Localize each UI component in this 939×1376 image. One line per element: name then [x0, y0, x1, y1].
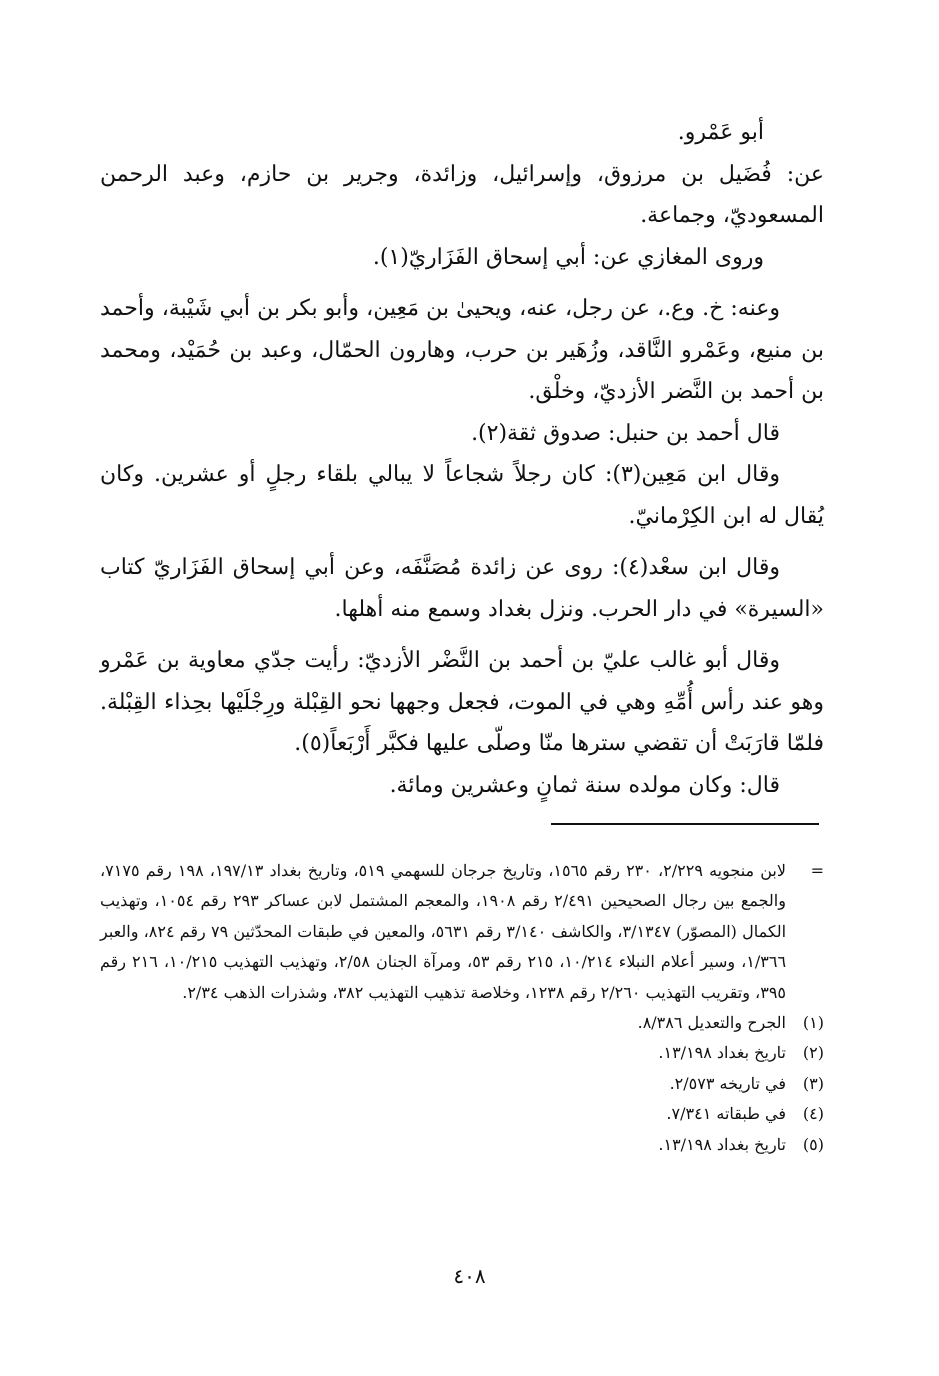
birth-year-paragraph: قال: وكان مولده سنة ثمانٍ وعشرين ومائة. — [389, 772, 780, 798]
footnote-text: تاريخ بغداد ١٣/١٩٨. — [658, 1043, 786, 1063]
footnotes — [100, 856, 824, 1160]
footnote-text: في طبقاته ٧/٣٤١. — [666, 1104, 786, 1124]
footnote-3 — [100, 1069, 824, 1099]
footnote-number: (٥) — [802, 1134, 824, 1154]
footnote-number: (٢) — [802, 1043, 824, 1063]
footnote-number: (٤) — [802, 1104, 824, 1124]
students-paragraph: وعنه: خ. وع.، عن رجل، عنه، ويحيىٰ بن مَعِين، وأبو بكر بن أبي شَيْبة، وأحمد بن منيع، وعَمْرو النَّاقد، وزُهَير بن حرب، وهارون الحمّال، وعبد بن حُمَيْد، ومحمد بن أحمد بن النَّضر الأزديّ، وخلْق. — [100, 296, 824, 404]
footnote-continuation — [100, 856, 824, 1008]
footnote-text: في تاريخه ٢/٥٧٣. — [669, 1073, 786, 1093]
continuation-text: لابن منجويه ٢/٢٢٩، ٢٣٠ رقم ١٥٦٥، وتاريخ جرجان للسهمي ٥١٩، وتاريخ بغداد ١٩٧/١٣، ١٩٨ رقم ٧١٧٥، والجمع بين رجال الصحيحين ٢/٤٩١ رقم ١٩٠٨، والمعجم المشتمل لابن عساكر ٢٩٣ رقم ١٠٥٤، وتهذيب الكمال (المصوّر) ٣/١٣٤٧، والكاشف ٣/١٤٠ رقم ٥٦٣١، والمعين في طبقات المحدّثين ٧٩ رقم ٨٢٤، والعبر ١/٣٦٦، وسير أعلام النبلاء ١٠/٢١٤، ٢١٥ رقم ٥٣، ومرآة الجنان ٢/٥٨، وتهذيب التهذيب ١٠/٢١٥، ٢١٦ رقم ٣٩٥، وتقريب التهذيب ٢/٢٦٠ رقم ١٢٣٨، وخلاصة تذهيب التهذيب ٣٨٢، وشذرات الذهب ٢/٣٤. — [100, 861, 787, 1002]
footnote-text: تاريخ بغداد ١٣/١٩٨. — [658, 1134, 786, 1154]
abu-ghalib-quote-paragraph: وقال أبو غالب عليّ بن أحمد بن النَّضْر الأزديّ: رأيت جدّي معاوية بن عَمْرو وهو عند رأس أُمِّهِ وهي في الموت، فجعل وجهها نحو القِبْلة ورِجْلَيْها بحِذاء القِبْلة. فلمّا قارَبَتْ أن تقضي سترها منّا وصلّى عليها فكبَّر أَرْبَعاً(٥). — [100, 648, 824, 756]
footnote-number: (١) — [802, 1013, 824, 1033]
footnote-5 — [100, 1130, 824, 1160]
footnote-1 — [100, 1008, 824, 1038]
footnote-4 — [100, 1099, 824, 1129]
kunya-line: أبو عَمْرو. — [677, 120, 764, 145]
teachers-paragraph: عن: فُضَيل بن مرزوق، وإسرائيل، وزائدة، وجرير بن حازم، وعبد الرحمن المسعوديّ، وجماعة. — [100, 161, 824, 228]
continuation-marker: = — [810, 861, 824, 880]
main-text — [100, 112, 824, 806]
footnote-2 — [100, 1038, 824, 1068]
maghazi-paragraph: وروى المغازي عن: أبي إسحاق الفَزَاريّ(١). — [372, 244, 764, 270]
ahmad-quote-paragraph: قال أحمد بن حنبل: صدوق ثقة(٢). — [471, 420, 780, 446]
footnote-number: (٣) — [802, 1073, 824, 1093]
ibn-sad-quote-paragraph: وقال ابن سعْد(٤): روى عن زائدة مُصَنَّفَه، وعن أبي إسحاق الفَزَاريّ كتاب «السيرة» في دار الحرب. ونزل بغداد وسمع منه أهلها. — [100, 555, 824, 622]
ibn-main-quote-paragraph: وقال ابن مَعِين(٣): كان رجلاً شجاعاً لا يبالي بلقاء رجلٍ أو عشرين. وكان يُقال له ابن الكِرْمانيّ. — [100, 462, 824, 529]
footnote-text: الجرح والتعديل ٨/٣٨٦. — [637, 1013, 786, 1033]
footnote-separator — [551, 823, 819, 825]
page-number: ٤٠٨ — [453, 1264, 486, 1288]
